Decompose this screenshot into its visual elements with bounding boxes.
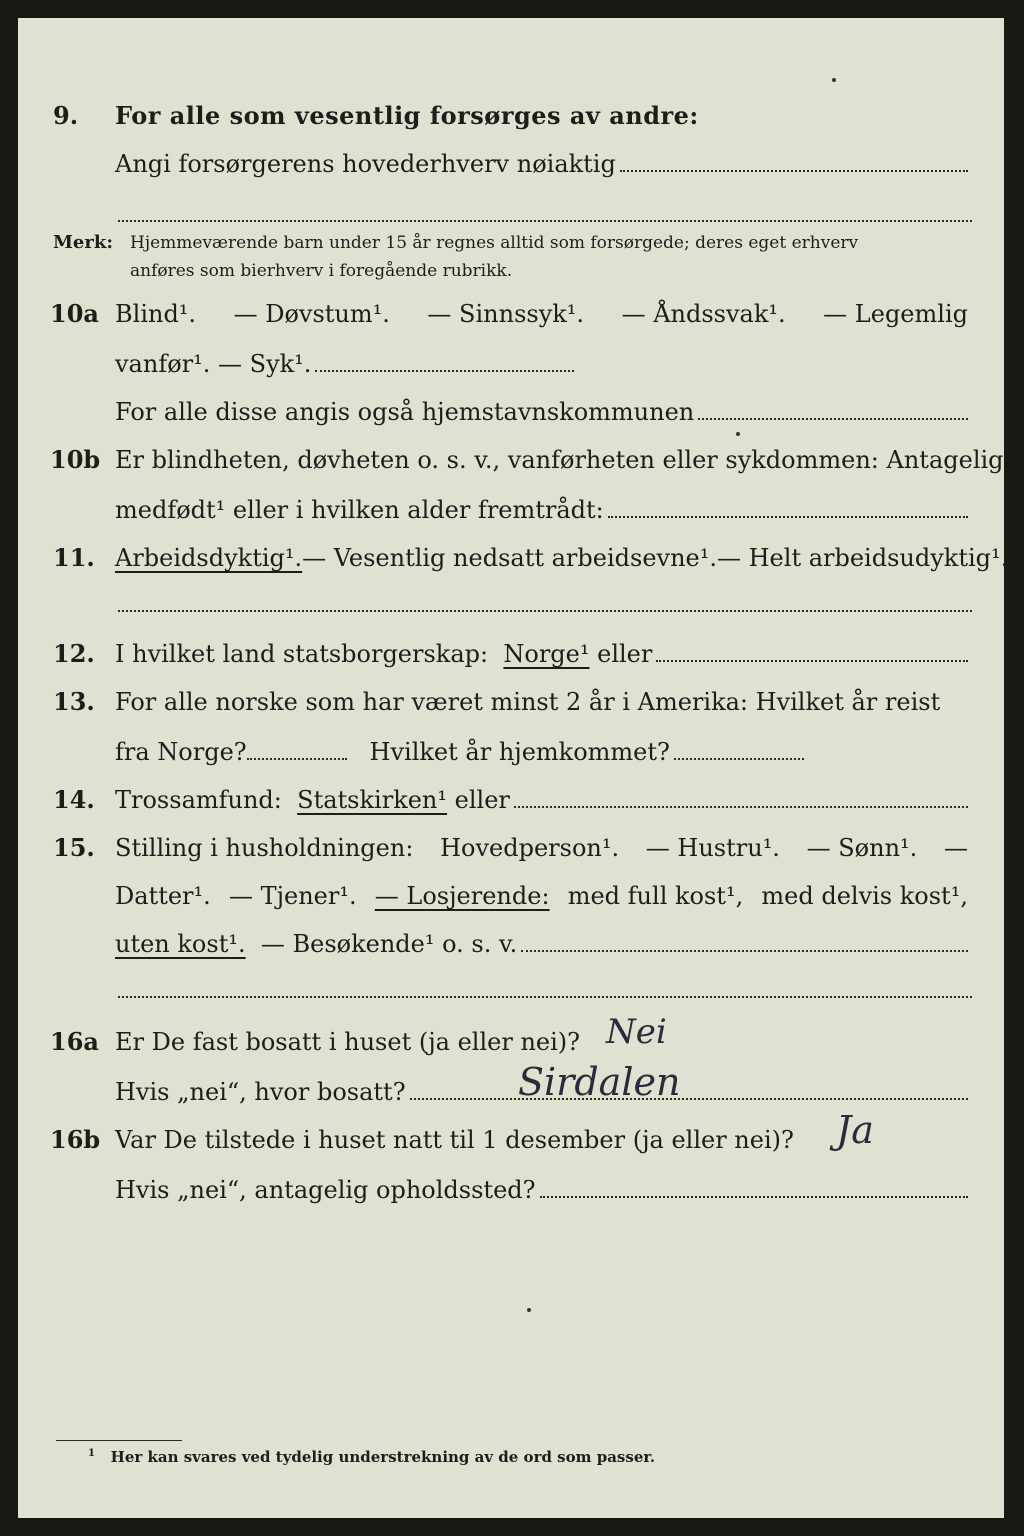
q10a-row-3 [18, 394, 1004, 430]
q11-row [18, 540, 1009, 576]
merk-row-2 [18, 258, 1004, 284]
footnote [88, 1448, 655, 1466]
q10b-answer-field[interactable] [608, 494, 968, 518]
q12-eller: eller [597, 640, 653, 668]
q9-prompt: Angi forsørgerens hovederhverv nøiaktig [115, 150, 616, 178]
q10a-andssvak: — Åndssvak¹. [621, 300, 786, 328]
q10b-number: 10b [50, 445, 101, 474]
q13-line-1: For alle norske som har været minst 2 år i Amerika: Hvilket år reist [115, 688, 941, 716]
q15-stilling: Stilling i husholdningen: [115, 834, 414, 862]
q14-row [18, 782, 1004, 818]
q12-number: 12. [53, 639, 95, 668]
q16a-row-2 [18, 1074, 1004, 1110]
q12-prompt: I hvilket land statsborgerskap: [115, 640, 489, 668]
q13-reist-field[interactable] [247, 736, 347, 760]
q15-row-1 [18, 830, 1004, 866]
q14-number: 14. [53, 785, 95, 814]
q9-extra-line [118, 220, 972, 222]
q10a-answer-field[interactable] [315, 348, 574, 372]
q12-answer-field[interactable] [656, 638, 968, 662]
q15-delvis-kost[interactable]: med delvis kost¹, [761, 882, 968, 910]
q16a-line-1: Er De fast bosatt i huset (ja eller nei)? [115, 1028, 581, 1056]
q10b-row-1 [18, 442, 1004, 478]
footnote-mark: 1 [88, 1448, 95, 1459]
q15-row-3 [18, 926, 1004, 962]
q12-norge[interactable]: Norge¹ [503, 640, 590, 668]
q10a-row-1 [18, 296, 1004, 332]
merk-row-1 [18, 230, 1004, 256]
q9-title: For alle som vesentlig forsørges av andre: [115, 101, 699, 130]
q9-answer-field[interactable] [620, 148, 968, 172]
q14-eller: eller [454, 786, 510, 814]
q13-row-2 [18, 734, 1004, 770]
q16a-row-1 [18, 1024, 1004, 1060]
q16b-line-2: Hvis „nei“, antagelig opholdssted? [115, 1176, 536, 1204]
q10b-line-1: Er blindheten, døvheten o. s. v., vanførheten eller sykdommen: Antagelig [115, 446, 1004, 474]
q16a-bosatt-field[interactable] [410, 1076, 968, 1100]
q16a-line-2: Hvis „nei“, hvor bosatt? [115, 1078, 406, 1106]
q10a-row-2 [18, 346, 1004, 382]
q16b-number: 16b [50, 1125, 101, 1154]
q10a-blind: Blind¹. [115, 300, 197, 328]
q15-row-2 [18, 878, 1004, 914]
q13-hjemkommet-field[interactable] [674, 736, 804, 760]
q15-hovedperson[interactable]: Hovedperson¹. [440, 834, 620, 862]
q10a-dovstum: — Døvstum¹. [233, 300, 390, 328]
print-speck [832, 78, 836, 82]
q15-losjerende[interactable]: — Losjerende: [374, 882, 550, 910]
q16b-line-1: Var De tilstede i huset natt til 1 desember (ja eller nei)? [115, 1126, 794, 1154]
q16a-handwritten-answer[interactable]: Nei [606, 1012, 667, 1052]
footnote-text: Her kan svares ved tydelig understrekning av de ord som passer. [110, 1448, 656, 1466]
q14-statskirken[interactable]: Statskirken¹ [297, 786, 448, 814]
q10a-sinnssyk: — Sinnssyk¹. [427, 300, 585, 328]
q11-udyktig[interactable]: — Helt arbeidsudyktig¹. [717, 544, 1009, 572]
q15-answer-field[interactable] [521, 928, 968, 952]
merk-label: Merk: [53, 232, 113, 253]
q15-besokende[interactable]: — Besøkende¹ o. s. v. [260, 930, 518, 958]
q10a-legemlig: — Legemlig [823, 300, 968, 328]
q13-reist: fra Norge? [115, 738, 247, 766]
q16b-opholdssted-field[interactable] [540, 1174, 968, 1198]
q13-number: 13. [53, 687, 95, 716]
q12-row [18, 636, 1004, 672]
q11-arbeidsdyktig[interactable]: Arbeidsdyktig¹. [115, 544, 303, 572]
q9-title-row [18, 98, 1004, 134]
q15-number: 15. [53, 833, 95, 862]
merk-line-2: anføres som bierhverv i foregående rubrikk. [130, 261, 513, 281]
merk-line-1: Hjemmeværende barn under 15 år regnes alltid som forsørgede; deres eget erhverv [130, 233, 859, 253]
q10a-vanfor-syk: vanfør¹. — Syk¹. [115, 350, 312, 378]
q11-extra-line [118, 610, 972, 612]
q16b-row-2 [18, 1172, 1004, 1208]
q15-dash: — [943, 834, 968, 862]
q10a-hjemstavn: For alle disse angis også hjemstavnskommunen [115, 398, 695, 426]
q10a-hjemstavn-field[interactable] [698, 396, 968, 420]
q15-uten-kost[interactable]: uten kost¹. [115, 930, 246, 958]
q16a-number: 16a [50, 1027, 99, 1056]
footnote-rule [56, 1440, 182, 1441]
q14-prompt: Trossamfund: [115, 786, 282, 814]
q15-hustru[interactable]: — Hustru¹. [645, 834, 780, 862]
q15-tjener[interactable]: — Tjener¹. [228, 882, 357, 910]
q15-sonn[interactable]: — Sønn¹. [806, 834, 918, 862]
q16a-handwritten-place[interactable]: Sirdalen [518, 1060, 681, 1104]
q10b-line-2: medfødt¹ eller i hvilken alder fremtrådt: [115, 496, 604, 524]
print-speck [736, 432, 740, 436]
q15-extra-line [118, 996, 972, 998]
q13-row-1 [18, 684, 1004, 720]
q9-number: 9. [53, 101, 79, 130]
q14-answer-field[interactable] [514, 784, 968, 808]
q15-datter[interactable]: Datter¹. [115, 882, 211, 910]
census-form-page [18, 18, 1009, 1518]
q16b-handwritten-answer[interactable]: Ja [836, 1108, 874, 1152]
q10a-number: 10a [50, 299, 99, 328]
q13-hjemkommet: Hvilket år hjemkommet? [369, 738, 670, 766]
q9-prompt-row [18, 146, 1004, 182]
q11-number: 11. [53, 543, 95, 572]
print-speck [527, 1308, 531, 1312]
q15-full-kost[interactable]: med full kost¹, [567, 882, 744, 910]
q10b-row-2 [18, 492, 1004, 528]
q11-nedsatt[interactable]: — Vesentlig nedsatt arbeidsevne¹. [302, 544, 717, 572]
